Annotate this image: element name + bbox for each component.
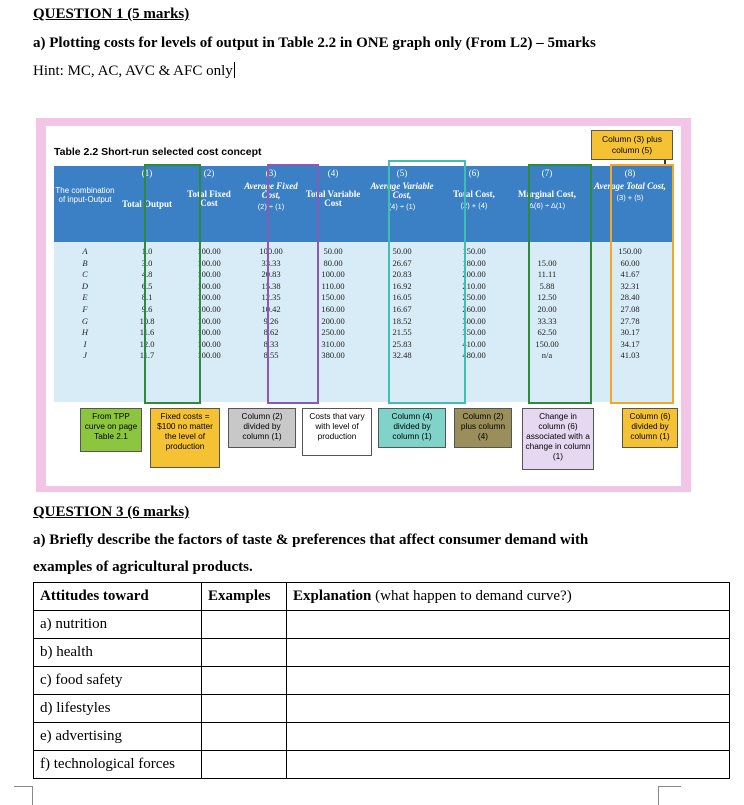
question-3-part-a-line-2: examples of agricultural products. (33, 559, 253, 575)
cell-atc: 34.17 (620, 338, 640, 349)
cell-tfc: 100.00 (197, 338, 221, 349)
cell-output: 3.0 (141, 257, 153, 268)
text-cursor (234, 62, 235, 78)
question-1-part-a: a) Plotting costs for levels of output in Table 2.2 in ONE graph only (From L2) – 5marks (33, 35, 596, 51)
cell-output: 1.0 (141, 246, 153, 256)
table-row (34, 667, 730, 695)
cell-tfc: 100.00 (197, 350, 221, 361)
note-avc-formula: Column (4) divided by column (1) (378, 408, 446, 448)
callout-column-3-plus-5: Column (3) plus column (5) (591, 130, 673, 160)
col-header-1: (1) Total Output (122, 168, 172, 209)
note-variable-costs: Costs that vary with level of production (302, 408, 372, 456)
cell-mc: 12.50 (537, 292, 557, 303)
cell-avc: 50.00 (392, 246, 412, 256)
cell-atc: 41.03 (620, 350, 640, 361)
cell-tvc: 310.00 (321, 338, 345, 349)
cell-tfc: 100.00 (197, 315, 221, 326)
col-header-4: (4) Total Variable Cost (305, 168, 361, 208)
cell-tvc: 110.00 (321, 280, 345, 291)
note-tc-formula: Column (2) plus column (4) (454, 408, 512, 448)
col-values-combination (54, 246, 116, 362)
explanation-cell[interactable] (287, 639, 730, 667)
cell-tvc: 50.00 (323, 246, 343, 256)
attitude-cell: e) advertising (34, 723, 202, 751)
attitude-cell: d) lifestyles (34, 695, 202, 723)
cell-tvc: 250.00 (321, 327, 345, 338)
highlight-mc-column (528, 164, 592, 404)
table-row (34, 611, 730, 639)
cell-afc: 33.33 (261, 257, 281, 268)
col-header-5: (5) Average Variable Cost, (4) ÷ (1) (370, 168, 434, 211)
cell-combination: H (81, 327, 89, 338)
question-3-part-a-line-1: a) Briefly describe the factors of taste & preferences that affect consumer demand with (33, 532, 589, 548)
cell-avc: 16.67 (392, 303, 412, 314)
cell-tvc: 100.00 (321, 269, 345, 280)
examples-cell[interactable] (202, 695, 287, 723)
page-corner-mark-right (658, 786, 681, 805)
cost-table (54, 166, 674, 402)
col-header-2: (2) Total Fixed Cost (187, 168, 231, 208)
cell-tc: 150.00 (462, 246, 486, 256)
cell-combination: G (81, 315, 89, 326)
cell-tfc: 100.00 (197, 246, 221, 256)
cell-output: 11.6 (139, 327, 155, 338)
cell-afc: 12.35 (261, 292, 281, 303)
cell-combination: B (82, 257, 88, 268)
examples-cell[interactable] (202, 723, 287, 751)
cell-tc: 250.00 (462, 292, 486, 303)
cell-tvc: 160.00 (321, 303, 345, 314)
cell-afc: 10.42 (261, 303, 281, 314)
cell-mc: 11.11 (537, 269, 557, 280)
cell-combination: E (82, 292, 88, 303)
cell-output: 4.8 (141, 269, 153, 280)
col-header-6: (6) Total Cost, (2) + (4) (453, 168, 495, 210)
header-attitudes: Attitudes toward (34, 583, 202, 611)
cell-combination: J (83, 350, 87, 361)
cell-mc: n/a (541, 350, 553, 361)
note-from-tpp: From TPP curve on page Table 2.1 (80, 408, 142, 452)
note-fixed-costs: Fixed costs = $100 no matter the level of production (150, 408, 220, 468)
note-atc-formula: Column (6) divided by column (1) (622, 408, 678, 448)
figure-canvas (46, 126, 681, 486)
cell-avc: 25.83 (392, 338, 412, 349)
cell-atc: 27.78 (620, 315, 640, 326)
explanation-cell[interactable] (287, 723, 730, 751)
cell-atc: 30.17 (620, 327, 640, 338)
hint-label: Hint: MC, AC, AVC & AFC only (33, 63, 233, 79)
table-row (34, 751, 730, 779)
attitude-cell: b) health (34, 639, 202, 667)
cell-tfc: 100.00 (197, 280, 221, 291)
cell-mc: 150.00 (535, 338, 559, 349)
cell-mc: 33.33 (537, 315, 557, 326)
table-row (34, 639, 730, 667)
cell-atc: 150.00 (618, 246, 642, 256)
cell-afc: 8.55 (263, 350, 279, 361)
cell-output: 10.8 (139, 315, 155, 326)
cell-tvc: 200.00 (321, 315, 345, 326)
cell-atc: 41.67 (620, 269, 640, 280)
examples-cell[interactable] (202, 667, 287, 695)
cell-tfc: 100.00 (197, 292, 221, 303)
cell-avc: 18.52 (392, 315, 412, 326)
note-afc-formula: Column (2) divided by column (1) (228, 408, 296, 448)
cell-tc: 300.00 (462, 315, 486, 326)
col-header-8: (8) Average Total Cost, (3) + (5) (594, 168, 666, 202)
examples-cell[interactable] (202, 611, 287, 639)
cell-tfc: 100.00 (197, 327, 221, 338)
cell-tc: 210.00 (462, 280, 486, 291)
cell-avc: 16.05 (392, 292, 412, 303)
cell-output: 8.1 (141, 292, 153, 303)
explanation-cell[interactable] (287, 751, 730, 779)
cell-afc: 100.00 (259, 246, 283, 256)
cell-tc: 200.00 (462, 269, 486, 280)
cell-mc: 20.00 (537, 303, 557, 314)
explanation-cell[interactable] (287, 695, 730, 723)
page-corner-mark-left (14, 786, 33, 805)
cell-tfc: 100.00 (197, 257, 221, 268)
cell-tvc: 150.00 (321, 292, 345, 303)
cell-mc: 15.00 (537, 257, 557, 268)
cell-tfc: 100.00 (197, 303, 221, 314)
cell-afc: 8.33 (263, 338, 279, 349)
highlight-afc-column (267, 164, 319, 404)
cell-tc: 410.00 (462, 338, 486, 349)
cell-atc: 60.00 (620, 257, 640, 268)
question-3-heading: QUESTION 3 (6 marks) (33, 504, 190, 520)
cell-afc: 15.38 (261, 280, 281, 291)
cell-avc: 21.55 (392, 327, 412, 338)
highlight-avc-column (388, 160, 466, 404)
header-explanation: Explanation (what happen to demand curve?) (287, 583, 730, 611)
cell-afc: 8.62 (263, 327, 279, 338)
cell-avc: 32.48 (392, 350, 412, 361)
attitude-cell: f) technological forces (34, 751, 202, 779)
examples-cell[interactable] (202, 751, 287, 779)
cell-afc: 20.83 (261, 269, 281, 280)
col-header-3: (3) Average Fixed Cost, (2) ÷ (1) (244, 168, 298, 211)
cell-tc: 480.00 (462, 350, 486, 361)
cell-output: 9.6 (141, 303, 153, 314)
col-header-combination: The combination of input-Output (55, 186, 115, 204)
table-row (34, 695, 730, 723)
cell-avc: 20.83 (392, 269, 412, 280)
cell-combination: F (82, 303, 88, 314)
cell-tvc: 80.00 (323, 257, 343, 268)
cell-atc: 32.31 (620, 280, 640, 291)
cell-combination: I (83, 338, 87, 349)
cell-output: 11.7 (139, 350, 155, 361)
explanation-cell[interactable] (287, 667, 730, 695)
cell-avc: 16.92 (392, 280, 412, 291)
cell-atc: 28.40 (620, 292, 640, 303)
question-1-heading: QUESTION 1 (5 marks) (33, 6, 190, 22)
table-row (34, 723, 730, 751)
highlight-output-column (144, 164, 201, 404)
col-header-7: (7) Marginal Cost, Δ(6) ÷ Δ(1) (518, 168, 576, 210)
attitudes-table (33, 582, 730, 779)
highlight-atc-column (610, 164, 674, 404)
cell-mc: 62.50 (537, 327, 557, 338)
cell-tc: 260.00 (462, 303, 486, 314)
hint-text[interactable] (33, 62, 235, 80)
examples-cell[interactable] (202, 639, 287, 667)
explanation-cell[interactable] (287, 611, 730, 639)
cell-combination: D (81, 280, 89, 291)
cell-output: 12.0 (139, 338, 155, 349)
cell-output: 6.5 (141, 280, 153, 291)
table-2-2-figure (36, 118, 691, 492)
cell-afc: 9.26 (263, 315, 279, 326)
cell-atc: 27.08 (620, 303, 640, 314)
table-header-row (34, 583, 730, 611)
cell-tc: 350.00 (462, 327, 486, 338)
cell-mc: 5.88 (539, 280, 555, 291)
attitude-cell: a) nutrition (34, 611, 202, 639)
cell-avc: 26.67 (392, 257, 412, 268)
note-mc-formula: Change in column (6) associated with a change in column (1) (522, 408, 594, 470)
attitude-cell: c) food safety (34, 667, 202, 695)
cell-tc: 180.00 (462, 257, 486, 268)
figure-title: Table 2.2 Short-run selected cost concept (54, 146, 262, 158)
header-examples: Examples (202, 583, 287, 611)
cell-combination: C (82, 269, 88, 280)
cell-tfc: 100.00 (197, 269, 221, 280)
cell-combination: A (82, 246, 88, 256)
cell-tvc: 380.00 (321, 350, 345, 361)
